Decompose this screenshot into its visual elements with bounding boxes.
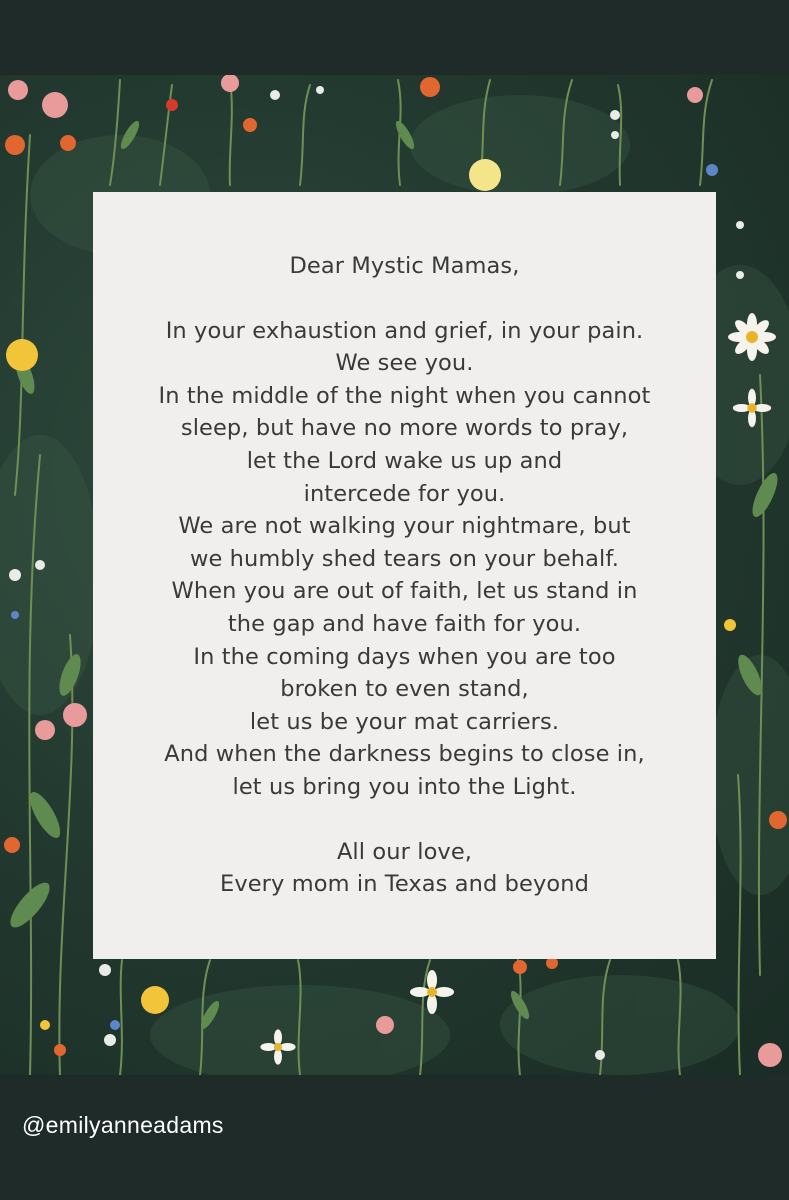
closing-line: All our love, (336, 838, 473, 865)
letter-line: When you are out of faith, let us stand in (171, 578, 638, 605)
letter-greeting: Dear Mystic Mamas, (289, 253, 520, 279)
letter-line: let the Lord wake us up and (246, 447, 563, 474)
signature-line: Every mom in Texas and beyond (220, 871, 589, 898)
letter-line: And when the darkness begins to close in, (164, 741, 645, 768)
letter-line: We see you. (335, 350, 474, 377)
letter-line: sleep, but have no more words to pray, (180, 415, 629, 442)
letter-line: In your exhaustion and grief, in your pain. (165, 317, 644, 344)
letter-line: intercede for you. (303, 480, 506, 507)
letter-card (93, 192, 716, 959)
letter-line: let us be your mat carriers. (249, 708, 560, 735)
letter-line: In the middle of the night when you cannot (158, 382, 651, 409)
letter-line: We are not walking your nightmare, but (178, 513, 631, 540)
letter-line: broken to even stand, (280, 676, 529, 703)
letter-line: In the coming days when you are too (193, 643, 616, 670)
letter-body (93, 315, 716, 804)
letter-line: the gap and have faith for you. (227, 610, 582, 637)
author-handle-link[interactable]: @emilyanneadams (22, 1112, 224, 1138)
letter-closing (93, 836, 716, 901)
letter-line: let us bring you into the Light. (232, 773, 577, 800)
letter-line: we humbly shed tears on your behalf. (189, 545, 620, 572)
